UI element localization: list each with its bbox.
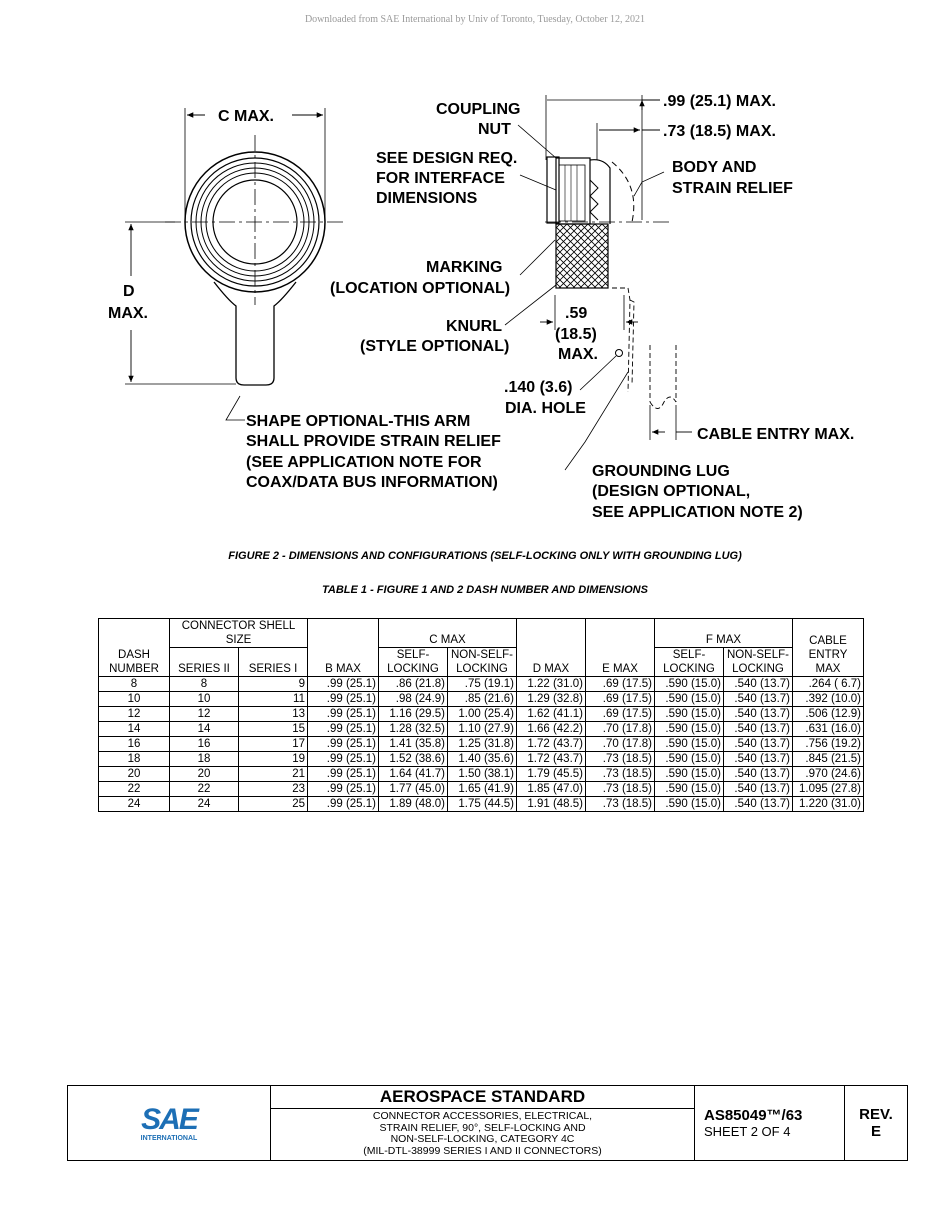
figure-2-drawing	[0, 80, 950, 530]
standard-subtitle: CONNECTOR ACCESSORIES, ELECTRICAL, STRAIN RELIEF, 90°, SELF-LOCKING AND NON-SELF-LOCKING, CATEGORY 4C (MIL-DTL-38999 SERIES I AND II CONNECTORS)	[363, 1110, 602, 1157]
sae-logo-mark: SAE	[141, 1102, 197, 1136]
cell: 1.72 (43.7)	[517, 752, 586, 767]
cell: 1.72 (43.7)	[517, 737, 586, 752]
cell: .590 (15.0)	[655, 752, 724, 767]
cell: .506 (12.9)	[793, 707, 864, 722]
cell: .99 (25.1)	[308, 707, 379, 722]
cell: 24	[170, 797, 239, 812]
cell: 1.66 (42.2)	[517, 722, 586, 737]
table-row	[99, 782, 864, 797]
col-shell-size: CONNECTOR SHELL SIZE	[170, 619, 308, 648]
marking-1: MARKING	[426, 259, 503, 276]
design-req-3: DIMENSIONS	[376, 190, 478, 207]
grounding-lug-1: GROUNDING LUG	[592, 463, 730, 480]
cell: .69 (17.5)	[586, 707, 655, 722]
cell: .590 (15.0)	[655, 722, 724, 737]
cell: 20	[99, 767, 170, 782]
dim-059-1: .59	[565, 305, 588, 322]
cell: .756 (19.2)	[793, 737, 864, 752]
cell: .99 (25.1)	[308, 692, 379, 707]
col-c-nonself: NON-SELF- LOCKING	[448, 648, 517, 677]
rev-label: REV.	[859, 1106, 893, 1123]
sae-logo-sub: INTERNATIONAL	[140, 1134, 198, 1142]
cell: .845 (21.5)	[793, 752, 864, 767]
cell: .540 (13.7)	[724, 782, 793, 797]
shape-note-1: SHAPE OPTIONAL-THIS ARM	[246, 413, 471, 430]
table-row	[99, 707, 864, 722]
cell: 1.50 (38.1)	[448, 767, 517, 782]
cell: 1.220 (31.0)	[793, 797, 864, 812]
col-cable-entry: CABLE ENTRY MAX	[793, 619, 864, 677]
cell: .99 (25.1)	[308, 767, 379, 782]
cell: .75 (19.1)	[448, 677, 517, 692]
dim-099: .99 (25.1) MAX.	[663, 93, 776, 110]
cell: .73 (18.5)	[586, 782, 655, 797]
cell: 1.41 (35.8)	[379, 737, 448, 752]
cell: 1.62 (41.1)	[517, 707, 586, 722]
cell: 10	[170, 692, 239, 707]
cell: 13	[239, 707, 308, 722]
cell: 23	[239, 782, 308, 797]
cell: .70 (17.8)	[586, 737, 655, 752]
cell: .70 (17.8)	[586, 722, 655, 737]
cell: 1.85 (47.0)	[517, 782, 586, 797]
col-dash: DASH NUMBER	[99, 619, 170, 677]
d-max-label: MAX.	[108, 305, 148, 322]
cell: .540 (13.7)	[724, 707, 793, 722]
title-block	[67, 1085, 908, 1161]
cell: 22	[170, 782, 239, 797]
cell: 9	[239, 677, 308, 692]
shape-note-3: (SEE APPLICATION NOTE FOR	[246, 454, 482, 471]
cell: .85 (21.6)	[448, 692, 517, 707]
cell: .590 (15.0)	[655, 767, 724, 782]
cell: 1.25 (31.8)	[448, 737, 517, 752]
cell: .590 (15.0)	[655, 782, 724, 797]
cell: 11	[239, 692, 308, 707]
design-req-2: FOR INTERFACE	[376, 170, 505, 187]
cell: .540 (13.7)	[724, 752, 793, 767]
cell: 12	[99, 707, 170, 722]
cell: .540 (13.7)	[724, 677, 793, 692]
col-c-max: C MAX	[379, 619, 517, 648]
cell: 19	[239, 752, 308, 767]
cell: 8	[99, 677, 170, 692]
col-d-max: D MAX	[517, 619, 586, 677]
cell: 1.52 (38.6)	[379, 752, 448, 767]
col-f-nonself: NON-SELF- LOCKING	[724, 648, 793, 677]
cell: .264 ( 6.7)	[793, 677, 864, 692]
cell: .69 (17.5)	[586, 677, 655, 692]
design-req-1: SEE DESIGN REQ.	[376, 150, 518, 167]
cell: 16	[170, 737, 239, 752]
body-strain-1: BODY AND	[672, 159, 757, 176]
cell: 25	[239, 797, 308, 812]
cell: .540 (13.7)	[724, 797, 793, 812]
cell: .99 (25.1)	[308, 737, 379, 752]
rev-value: E	[870, 1123, 881, 1140]
cell: 12	[170, 707, 239, 722]
cell: .98 (24.9)	[379, 692, 448, 707]
cell: .590 (15.0)	[655, 692, 724, 707]
col-e-max: E MAX	[586, 619, 655, 677]
standard-number: AS85049™/63	[704, 1107, 803, 1124]
download-notice: Downloaded from SAE International by Univ of Toronto, Tuesday, October 12, 2021	[304, 14, 646, 25]
cell: 14	[170, 722, 239, 737]
knurl-1: KNURL	[446, 318, 502, 335]
cell: 1.75 (44.5)	[448, 797, 517, 812]
cell: 1.64 (41.7)	[379, 767, 448, 782]
sae-logo	[68, 1086, 271, 1160]
hole-1: .140 (3.6)	[504, 379, 573, 396]
cell: .631 (16.0)	[793, 722, 864, 737]
table-row	[99, 677, 864, 692]
cell: .970 (24.6)	[793, 767, 864, 782]
cell: .99 (25.1)	[308, 677, 379, 692]
cell: 14	[99, 722, 170, 737]
cell: 10	[99, 692, 170, 707]
table-row	[99, 752, 864, 767]
table-row	[99, 767, 864, 782]
cell: 1.89 (48.0)	[379, 797, 448, 812]
col-b-max: B MAX	[308, 619, 379, 677]
col-f-self: SELF- LOCKING	[655, 648, 724, 677]
cell: .99 (25.1)	[308, 722, 379, 737]
knurl-2: (STYLE OPTIONAL)	[360, 338, 510, 355]
d-label: D	[123, 283, 135, 300]
col-series-i: SERIES I	[239, 648, 308, 677]
standard-title: AEROSPACE STANDARD	[271, 1086, 694, 1109]
cell: .86 (21.8)	[379, 677, 448, 692]
cell: .99 (25.1)	[308, 797, 379, 812]
cell: .590 (15.0)	[655, 707, 724, 722]
cell: .392 (10.0)	[793, 692, 864, 707]
figure-caption: FIGURE 2 - DIMENSIONS AND CONFIGURATIONS (SELF-LOCKING ONLY WITH GROUNDING LUG)	[228, 550, 742, 562]
cell: .99 (25.1)	[308, 782, 379, 797]
front-view	[125, 108, 345, 385]
cell: 1.16 (29.5)	[379, 707, 448, 722]
shape-note-2: SHALL PROVIDE STRAIN RELIEF	[246, 433, 501, 450]
table-row	[99, 692, 864, 707]
cell: .540 (13.7)	[724, 737, 793, 752]
cell: .73 (18.5)	[586, 797, 655, 812]
col-c-self: SELF- LOCKING	[379, 648, 448, 677]
cell: 1.91 (48.5)	[517, 797, 586, 812]
cell: 17	[239, 737, 308, 752]
cable-entry-label: CABLE ENTRY MAX.	[697, 426, 855, 443]
grounding-lug-2: (DESIGN OPTIONAL,	[592, 483, 751, 500]
dim-059-3: MAX.	[558, 346, 598, 363]
cell: 1.77 (45.0)	[379, 782, 448, 797]
dim-073: .73 (18.5) MAX.	[663, 123, 776, 140]
cell: 22	[99, 782, 170, 797]
cell: 15	[239, 722, 308, 737]
table-caption: TABLE 1 - FIGURE 1 AND 2 DASH NUMBER AND DIMENSIONS	[322, 584, 648, 596]
table-body	[99, 677, 864, 812]
cell: 1.28 (32.5)	[379, 722, 448, 737]
cell: 18	[99, 752, 170, 767]
cell: 1.65 (41.9)	[448, 782, 517, 797]
coupling-nut-2: NUT	[478, 121, 511, 138]
col-series-ii: SERIES II	[170, 648, 239, 677]
shape-note-4: COAX/DATA BUS INFORMATION)	[246, 474, 498, 491]
cell: .99 (25.1)	[308, 752, 379, 767]
coupling-nut-1: COUPLING	[436, 101, 521, 118]
cell: 8	[170, 677, 239, 692]
cell: 1.29 (32.8)	[517, 692, 586, 707]
table-row	[99, 722, 864, 737]
table-row	[99, 737, 864, 752]
cell: 16	[99, 737, 170, 752]
cell: .590 (15.0)	[655, 737, 724, 752]
col-f-max: F MAX	[655, 619, 793, 648]
cell: 1.00 (25.4)	[448, 707, 517, 722]
cell: 24	[99, 797, 170, 812]
grounding-lug-3: SEE APPLICATION NOTE 2)	[592, 504, 803, 521]
c-max-label: C MAX.	[218, 108, 274, 125]
cell: 1.40 (35.6)	[448, 752, 517, 767]
cell: 21	[239, 767, 308, 782]
cell: .590 (15.0)	[655, 677, 724, 692]
cell: .540 (13.7)	[724, 767, 793, 782]
cell: 20	[170, 767, 239, 782]
cell: .590 (15.0)	[655, 797, 724, 812]
cell: 1.095 (27.8)	[793, 782, 864, 797]
table-row	[99, 797, 864, 812]
cell: .540 (13.7)	[724, 722, 793, 737]
cell: .73 (18.5)	[586, 752, 655, 767]
marking-2: (LOCATION OPTIONAL)	[330, 280, 511, 297]
sheet-number: SHEET 2 OF 4	[704, 1124, 791, 1139]
cell: 1.79 (45.5)	[517, 767, 586, 782]
cell: 18	[170, 752, 239, 767]
body-strain-2: STRAIN RELIEF	[672, 180, 793, 197]
dim-059-2: (18.5)	[555, 326, 597, 343]
cell: 1.10 (27.9)	[448, 722, 517, 737]
dimensions-table	[98, 618, 864, 812]
cell: 1.22 (31.0)	[517, 677, 586, 692]
cell: .69 (17.5)	[586, 692, 655, 707]
hole-2: DIA. HOLE	[505, 400, 586, 417]
cell: .540 (13.7)	[724, 692, 793, 707]
cell: .73 (18.5)	[586, 767, 655, 782]
